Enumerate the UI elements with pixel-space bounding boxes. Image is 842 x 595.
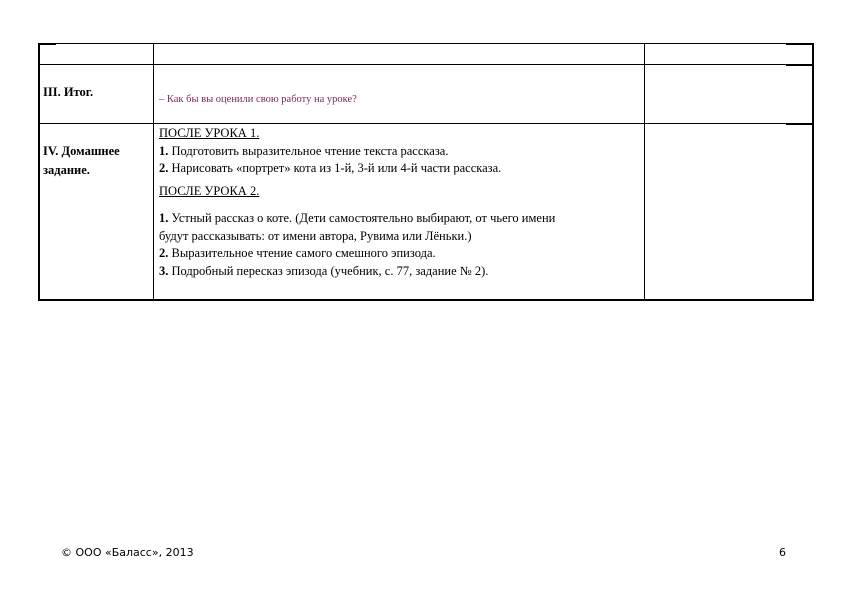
table-border-bottom xyxy=(38,299,814,301)
lesson-table xyxy=(38,43,814,301)
column-divider-2 xyxy=(644,43,645,301)
row-label-homework: IV. Домашнее задание. xyxy=(43,144,120,177)
table-border-left xyxy=(38,43,40,301)
list-item: 3. Подробный пересказ эпизода (учебник, с. 77, задание № 2). xyxy=(159,263,489,278)
corner-tick xyxy=(786,64,814,66)
list-item: 2. Выразительное чтение самого смешного эпизода. xyxy=(159,246,436,260)
corner-tick xyxy=(38,43,56,45)
reflection-prompt: – Как бы вы оценили свою работу на уроке? xyxy=(159,94,357,105)
corner-tick xyxy=(786,123,814,125)
section-heading-lesson-1: ПОСЛЕ УРОКА 1. xyxy=(159,126,260,140)
homework-content xyxy=(159,125,641,280)
list-item: 1. Подготовить выразительное чтение текста рассказа. xyxy=(159,143,449,158)
row-label-itog: III. Итог. xyxy=(43,85,94,99)
page-number: 6 xyxy=(779,546,786,559)
row-divider-2 xyxy=(38,123,814,124)
section-heading-lesson-2: ПОСЛЕ УРОКА 2. xyxy=(159,183,260,198)
table-border-right xyxy=(812,43,814,301)
footer-copyright: © ООО «Баласс», 2013 xyxy=(61,546,194,559)
list-item: 2. Нарисовать «портрет» кота из 1-й, 3-й или 4-й части рассказа. xyxy=(159,161,502,175)
table-border-top xyxy=(38,43,814,44)
list-item: 1. Устный рассказ о коте. (Дети самостоятельно выбирают, от чьего имени будут рассказывать: от имени автора, Рувима или Лёньки.) xyxy=(159,211,556,243)
column-divider-1 xyxy=(153,43,154,301)
row-divider-1 xyxy=(38,64,814,65)
corner-tick xyxy=(786,43,814,45)
